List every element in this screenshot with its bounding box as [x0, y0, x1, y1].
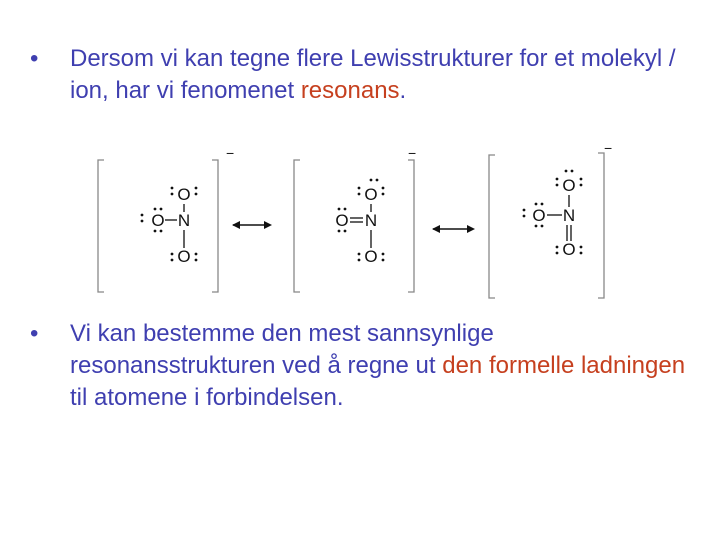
resonance-arrow-1 — [232, 221, 272, 229]
structure-1-left-bracket — [98, 160, 104, 292]
structure-2-left-bracket — [294, 160, 300, 292]
structure-3-left-bracket — [489, 155, 495, 298]
structure-1-right-bracket — [212, 160, 218, 292]
structure-2-bottom-oxygen: O — [364, 247, 378, 266]
resonance-arrow-2 — [432, 225, 475, 233]
structure-2-nitrogen: N — [364, 211, 378, 230]
bullet-1-dot: • — [30, 45, 39, 72]
structure-2-right-bracket — [408, 160, 414, 292]
structure-2-charge: − — [408, 145, 417, 161]
bullet-2-text-before: Vi kan bestemme den mest sannsynlige resonansstrukturen ved å regne ut — [70, 320, 494, 379]
structure-3-right-bracket — [598, 153, 604, 298]
structure-3-nitrogen: N — [562, 206, 576, 225]
structure-2 — [294, 145, 416, 292]
bullet-2-text — [70, 318, 690, 414]
bullet-1-highlight: resonans — [300, 77, 400, 104]
structure-1-bottom-oxygen: O — [177, 247, 191, 266]
structure-2-top-oxygen: O — [364, 185, 378, 204]
structure-2-left-oxygen: O — [335, 211, 349, 230]
bullet-1-text-after: . — [399, 77, 407, 104]
bullet-2 — [30, 318, 690, 414]
structure-3-top-oxygen: O — [562, 176, 576, 195]
bullet-2-dot: • — [30, 320, 39, 347]
bullet-1-text — [70, 43, 690, 107]
bullet-1-text-before: Dersom vi kan tegne flere Lewisstrukturer for et molekyl / ion, har vi fenomenet — [70, 45, 676, 104]
structure-1-charge: − — [226, 145, 235, 161]
structure-3-left-oxygen: O — [532, 206, 546, 225]
bullet-2-text-after: til atomene i forbindelsen. — [70, 384, 344, 411]
bullet-2-highlight: den formelle ladningen — [442, 352, 686, 379]
structure-1-nitrogen: N — [177, 211, 191, 230]
structure-1-top-oxygen: O — [177, 185, 191, 204]
structure-1 — [98, 145, 234, 292]
structure-3 — [489, 140, 612, 298]
structure-1-left-oxygen: O — [151, 211, 165, 230]
structure-3-charge: − — [604, 140, 613, 156]
bullet-1 — [30, 43, 690, 107]
structure-3-bottom-oxygen: O — [562, 240, 576, 259]
resonance-diagram — [80, 140, 640, 305]
